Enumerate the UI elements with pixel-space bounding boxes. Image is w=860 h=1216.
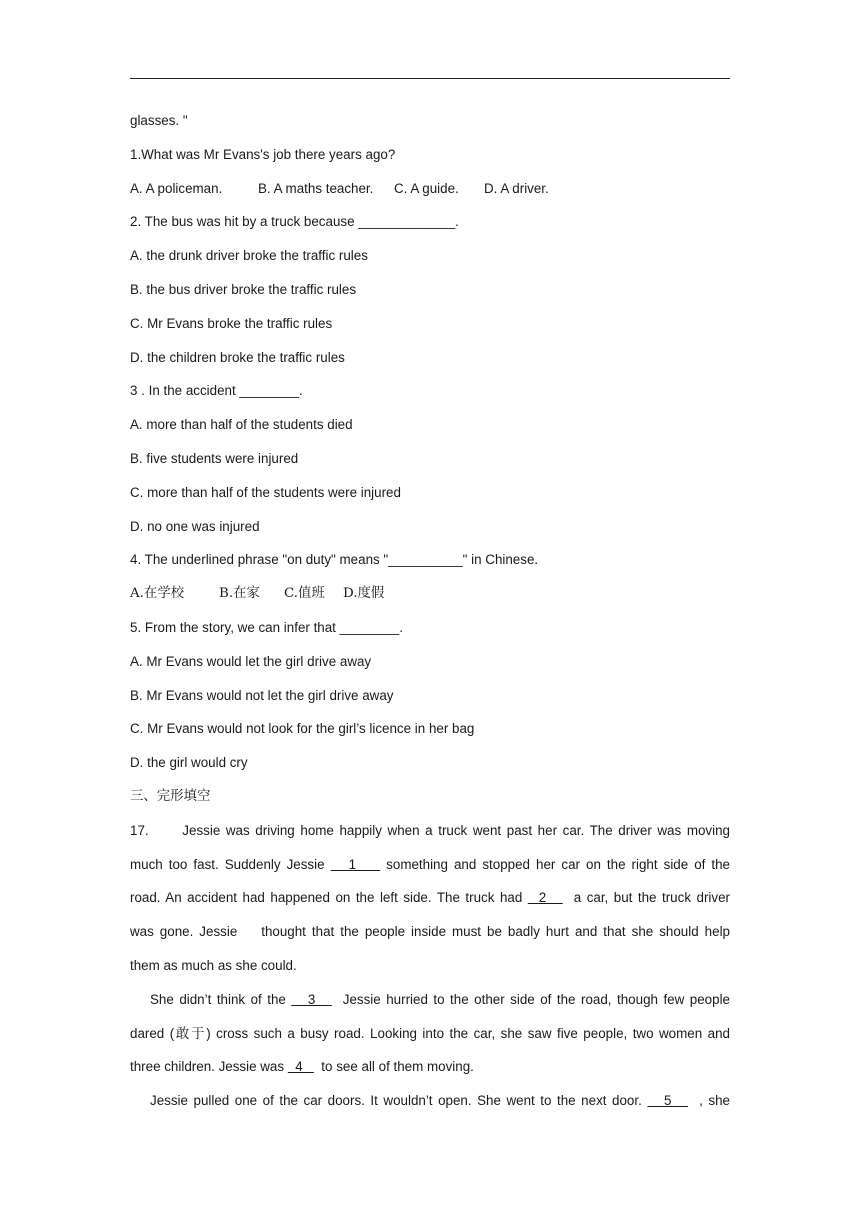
question-5: 5. From the story, we can infer that ________. [130, 619, 403, 635]
passage-line: three children. Jessie was 4 to see all of them moving. [130, 1059, 474, 1075]
passage-line: was gone. Jessie thought that the people inside must be badly hurt and that she should help [130, 924, 730, 940]
option-line: A. the drunk driver broke the traffic rules [130, 248, 368, 264]
passage-line: She didn’t think of the 3 Jessie hurried to the other side of the road, though few people [150, 991, 730, 1007]
option-line: D. the girl would cry [130, 755, 248, 771]
option-line: C. Mr Evans broke the traffic rules [130, 315, 333, 331]
blank-4: 4 [287, 1059, 314, 1075]
option-line: D. the children broke the traffic rules [130, 349, 345, 365]
question-3: 3 . In the accident ________. [130, 383, 303, 399]
header-rule [130, 78, 730, 79]
passage-line: much too fast. Suddenly Jessie 1 something and stopped her car on the right side of the [130, 856, 731, 872]
option-line: C. more than half of the students were injured [130, 484, 401, 500]
passage-line: them as much as she could. [130, 957, 297, 973]
question-1: 1.What was Mr Evans's job there years ago? [130, 146, 396, 162]
option-line: A. Mr Evans would let the girl drive away [130, 653, 372, 669]
blank-1: 1 [330, 856, 381, 872]
option-b: B.在家 [219, 586, 260, 602]
option-c: C.值班 [284, 586, 325, 602]
question-4: 4. The underlined phrase "on duty" means "__________" in Chinese. [130, 552, 539, 568]
blank-2: 2 [527, 890, 563, 906]
question-1-options [130, 172, 730, 206]
option-d: D. A driver. [484, 180, 549, 196]
option-line: B. five students were injured [130, 450, 299, 466]
passage-line: road. An accident had happened on the left side. The truck had 2 a car, but the truck driver [130, 890, 730, 906]
passage-line: 17. Jessie was driving home happily when a truck went past her car. The driver was moving [130, 822, 730, 838]
cloze-passage [130, 814, 730, 1118]
option-line: B. Mr Evans would not let the girl drive away [130, 687, 394, 703]
document-body [130, 104, 730, 1118]
option-a: A.在学校 [130, 586, 185, 602]
option-d: D.度假 [343, 586, 385, 602]
option-c: C. A guide. [394, 180, 459, 196]
option-line: D. no one was injured [130, 518, 260, 534]
question-2: 2. The bus was hit by a truck because _____________. [130, 214, 459, 230]
option-b: B. A maths teacher. [258, 180, 374, 196]
section-heading: 三、完形填空 [130, 788, 211, 804]
option-a: A. A policeman. [130, 180, 223, 196]
option-line: C. Mr Evans would not look for the girl’s licence in her bag [130, 721, 475, 737]
text-line: glasses. " [130, 113, 188, 128]
option-line: B. the bus driver broke the traffic rules [130, 281, 357, 297]
blank-5: 5 [647, 1093, 689, 1109]
blank-3: 3 [291, 991, 332, 1007]
passage-line: dared (敢于) cross such a busy road. Looking into the car, she saw five people, two women and [130, 1025, 730, 1041]
passage-line: Jessie pulled one of the car doors. It wouldn’t open. She went to the next door. 5 , she [150, 1093, 730, 1109]
option-line: A. more than half of the students died [130, 417, 353, 433]
question-4-options [130, 577, 730, 611]
